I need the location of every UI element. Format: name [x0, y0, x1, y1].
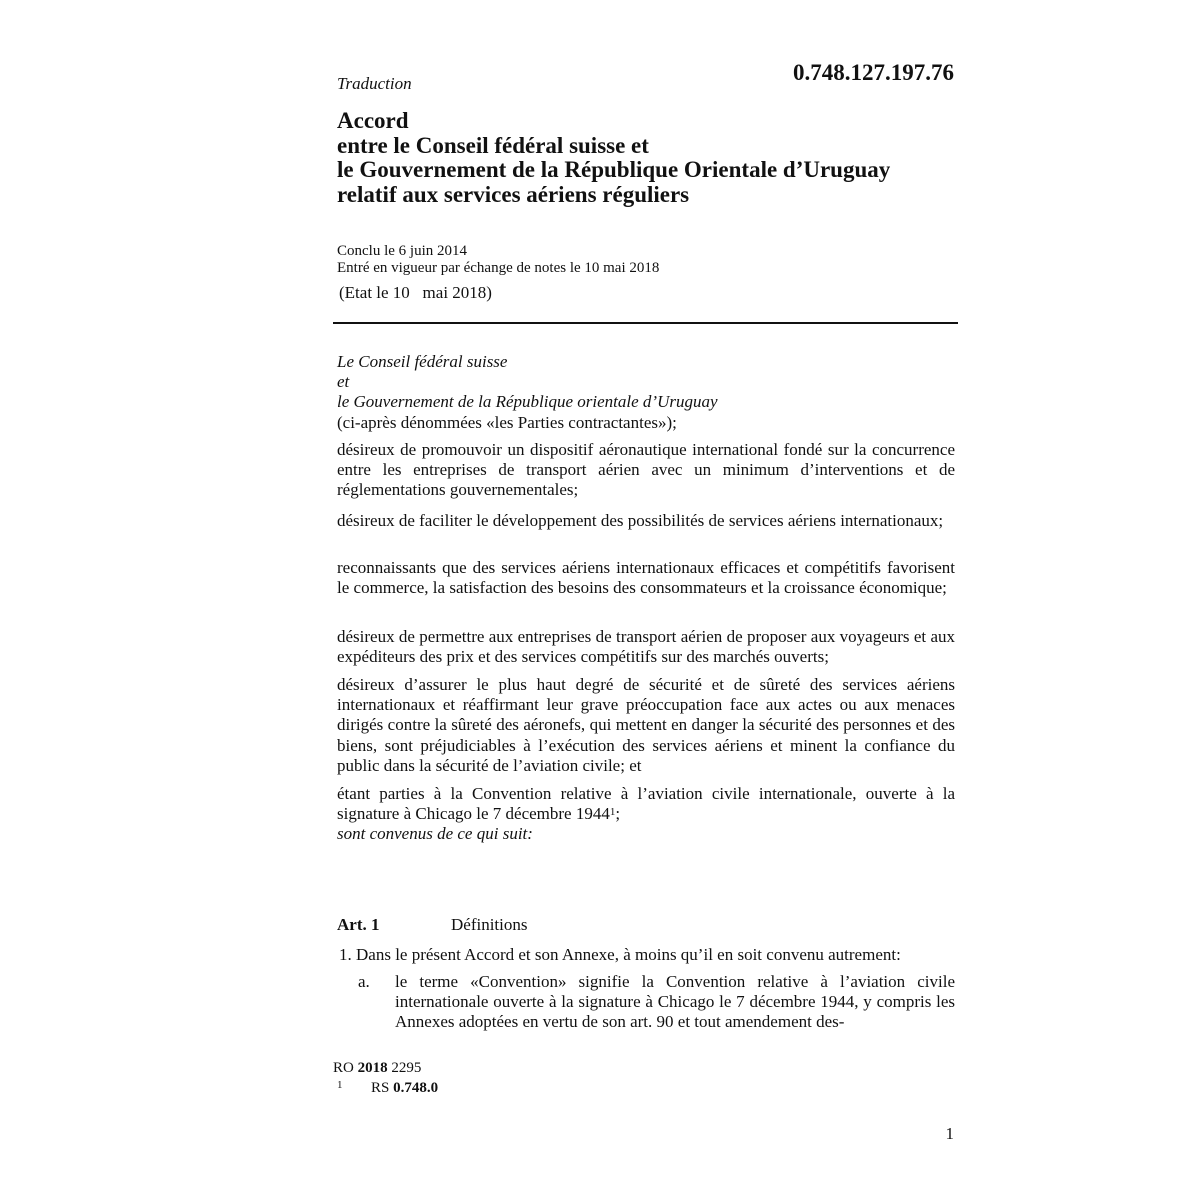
preamble-last-paragraph-end: ; — [615, 804, 621, 824]
list-item — [358, 972, 955, 1033]
preamble-paragraph-text: désireux de promouvoir un dispositif aéronautique international fondé sur la concurrence entre les entreprises de transport aérien avec un minimum d’interventions et de réglementations gouvernementales; — [337, 440, 955, 500]
preamble-paragraph — [337, 440, 955, 501]
preamble-paragraph-text: reconnaissants que des services aériens internationaux efficaces et compétitifs favorisent le commerce, la satisfaction des besoins des consommateurs et la croissance économique; — [337, 558, 955, 598]
footnote-reference[interactable]: 1 — [609, 806, 616, 819]
preamble-paragraph — [337, 558, 955, 598]
preamble-paragraph — [337, 627, 955, 667]
state-date: (Etat le 10 mai 2018) — [339, 283, 492, 302]
ro-prefix: RO — [333, 1060, 354, 1076]
preamble-last-paragraph-text: étant parties à la Convention relative à l’aviation civile internationale, ouverte à la signature à Chicago le 7 décembre 1944 — [337, 784, 955, 824]
document-header-label: Traduction — [337, 74, 412, 93]
preamble-paragraph-text: désireux de permettre aux entreprises de transport aérien de proposer aux voyageurs et aux expéditeurs des prix et des services compétitifs sur des marchés ouverts; — [337, 627, 955, 667]
preamble — [337, 352, 955, 433]
document-title — [337, 109, 977, 207]
preamble-party-2: le Gouvernement de la République orientale d’Uruguay — [337, 392, 718, 412]
preamble-designation: (ci-après dénommées «les Parties contractantes»); — [337, 412, 677, 432]
title-line: Accord — [337, 108, 409, 133]
title-line: le Gouvernement de la République Orientale d’Uruguay — [337, 157, 891, 182]
footnote-mark: 1 — [337, 1079, 343, 1091]
article-number: Art. 1 — [337, 915, 380, 934]
preamble-closing: sont convenus de ce qui suit: — [337, 824, 533, 844]
footnote — [333, 1078, 438, 1099]
list-item-text: le terme «Convention» signifie la Convention relative à l’aviation civile internationale ouverte à la signature à Chicago le 7 décembre 1944, y compris les Annexes adoptées en vertu de son art. 90 et tout amendement des- — [395, 972, 955, 1032]
preamble-paragraph-text: désireux de faciliter le développement des possibilités de services aériens internationaux; — [337, 511, 944, 530]
preamble-paragraph — [337, 511, 955, 531]
header-divider — [333, 322, 958, 324]
article-title: Définitions — [451, 915, 528, 934]
footnote-prefix: RS — [371, 1080, 390, 1096]
footnote-reference-number[interactable]: 0.748.0 — [393, 1080, 439, 1096]
list-item-letter: a. — [358, 972, 370, 991]
document-dates — [337, 243, 659, 277]
article-heading — [337, 915, 528, 935]
ro-year: 2018 — [357, 1060, 388, 1076]
page-number: 1 — [945, 1124, 954, 1143]
title-line: relatif aux services aériens réguliers — [337, 181, 690, 207]
document-number: 0.748.127.197.76 — [793, 60, 954, 85]
footer — [333, 1058, 438, 1099]
preamble-and: et — [337, 372, 350, 392]
concluded-date: Conclu le 6 juin 2014 — [337, 243, 467, 259]
article-intro: 1. Dans le présent Accord et son Annexe, à moins qu’il en soit convenu autrement: — [339, 945, 901, 964]
title-line: entre le Conseil fédéral suisse et — [337, 132, 649, 158]
entry-into-force-date: Entré en vigueur par échange de notes le 10 mai 2018 — [337, 260, 660, 276]
preamble-last-paragraph — [337, 784, 955, 845]
preamble-paragraph-text: désireux d’assurer le plus haut degré de sécurité et de sûreté des services aériens internationaux et réaffirmant leur grave préoccupation face aux actes ou aux menaces dirigés contre la sûreté des aéronefs, qui mettent en danger la sécurité des personnes et des biens, sont préjudiciables à l’exécution des services aériens et minent la confiance du public dans la sécurité de l’aviation civile; et — [337, 675, 955, 775]
preamble-party-1: Le Conseil fédéral suisse — [337, 352, 508, 371]
preamble-paragraph — [337, 675, 955, 776]
ro-page: 2295 — [391, 1060, 422, 1076]
